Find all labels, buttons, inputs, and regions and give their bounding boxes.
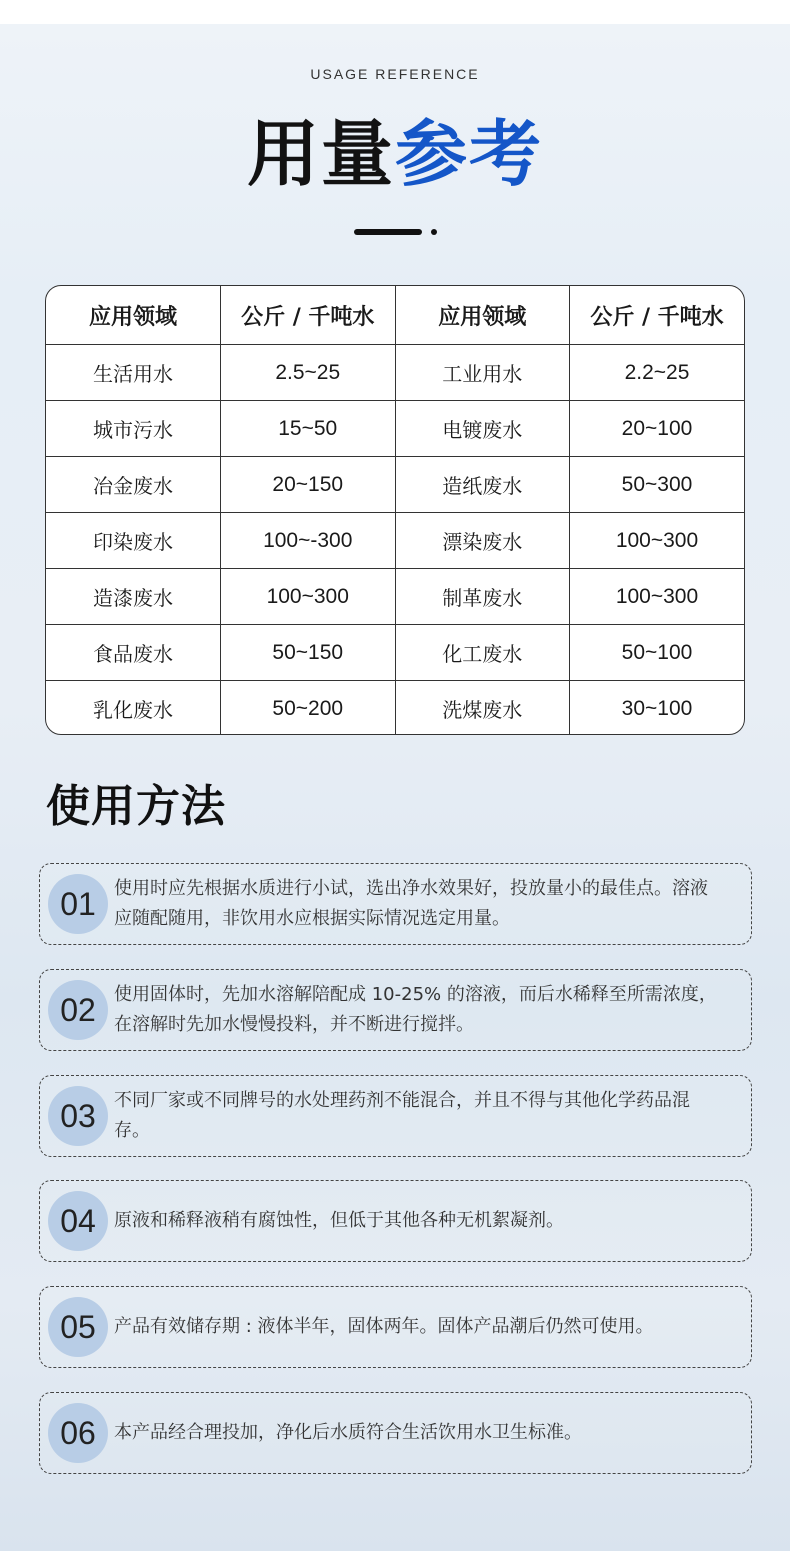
table-header-cell: 应用领域 — [46, 286, 221, 345]
step-number-badge: 03 — [48, 1086, 108, 1146]
table-cell-dosage: 50~150 — [221, 625, 396, 681]
usage-step-1 — [39, 863, 752, 945]
table-cell-field: 漂染废水 — [395, 513, 570, 569]
table-cell-field: 电镀废水 — [395, 401, 570, 457]
table-cell-dosage: 100~300 — [570, 513, 745, 569]
usage-step-3 — [39, 1075, 752, 1157]
table-cell-dosage: 100~300 — [221, 569, 396, 625]
step-number-badge: 04 — [48, 1191, 108, 1251]
title-underline — [354, 229, 422, 235]
table-cell-dosage: 30~100 — [621, 696, 693, 720]
table-row — [46, 681, 744, 736]
usage-step-6 — [39, 1392, 752, 1474]
table-cell-field: 造纸废水 — [395, 457, 570, 513]
table-cell-dosage: 100~300 — [570, 569, 745, 625]
table-row — [46, 345, 744, 401]
table-cell-dosage: 2.5~25 — [221, 345, 396, 401]
table-cell-dosage: 20~100 — [570, 401, 745, 457]
table-row — [46, 625, 744, 681]
table-cell-field: 工业用水 — [395, 345, 570, 401]
page-title — [0, 110, 790, 198]
usage-step-5 — [39, 1286, 752, 1368]
table-header-cell: 应用领域 — [395, 286, 570, 345]
page-title-blue: 参考 — [395, 112, 544, 196]
step-number-badge: 02 — [48, 980, 108, 1040]
table-cell-dosage: 100~-300 — [221, 513, 396, 569]
usage-section-title: 使用方法 — [46, 781, 226, 832]
step-number-badge: 05 — [48, 1297, 108, 1357]
table-cell-field: 食品废水 — [46, 625, 221, 681]
table-cell-dosage: 20~150 — [221, 457, 396, 513]
usage-step-4 — [39, 1180, 752, 1262]
step-text: 不同厂家或不同牌号的水处理药剂不能混合，并且不得与其他化学药品混存。 — [114, 1090, 690, 1141]
title-underline-dot — [431, 229, 437, 235]
table-cell-field: 冶金废水 — [46, 457, 221, 513]
table-row — [46, 513, 744, 569]
step-text: 产品有效储存期 : 液体半年，固体两年。固体产品潮后仍然可使用。 — [114, 1316, 654, 1337]
table-cell-dosage: 50~300 — [570, 457, 745, 513]
table-cell-field: 洗煤废水 — [395, 681, 570, 736]
table-cell-dosage: 15~50 — [221, 401, 396, 457]
table-header-cell: 公斤 / 千吨水 — [221, 286, 396, 345]
table-row — [46, 401, 744, 457]
step-text: 原液和稀释液稍有腐蚀性，但低于其他各种无机絮凝剂。 — [114, 1210, 564, 1231]
top-band — [0, 0, 790, 24]
section-eyebrow: USAGE REFERENCE — [310, 66, 480, 82]
table-header-cell: 公斤 / 千吨水 — [570, 286, 745, 345]
step-text: 使用固体时，先加水溶解陪配成 10-25% 的溶液，而后水稀释至所需浓度，在溶解时先加水慢慢投料，并不断进行搅拌。 — [114, 984, 717, 1035]
table-cell-dosage: 2.2~25 — [570, 345, 745, 401]
step-text: 本产品经合理投加，净化后水质符合生活饮用水卫生标准。 — [114, 1422, 582, 1443]
table-cell-field: 乳化废水 — [46, 681, 221, 736]
table-cell-field: 化工废水 — [395, 625, 570, 681]
table-cell-field: 生活用水 — [46, 345, 221, 401]
table-cell-field: 印染废水 — [46, 513, 221, 569]
table-cell-field: 造漆废水 — [46, 569, 221, 625]
table-cell-dosage: 50~200 — [221, 681, 396, 736]
table-cell-field: 城市污水 — [46, 401, 221, 457]
page-title-dark: 用量 — [246, 112, 395, 196]
table-cell-field: 制革废水 — [395, 569, 570, 625]
step-number-badge: 01 — [48, 874, 108, 934]
dosage-table — [45, 285, 745, 735]
step-number-badge: 06 — [48, 1403, 108, 1463]
table-row — [46, 457, 744, 513]
dosage-table-grid — [46, 286, 744, 735]
table-header-row — [46, 286, 744, 345]
table-row — [46, 569, 744, 625]
usage-step-2 — [39, 969, 752, 1051]
table-cell-dosage: 50~100 — [570, 625, 745, 681]
step-text: 使用时应先根据水质进行小试，选出净水效果好，投放量小的最佳点。溶液应随配随用，非饮用水应根据实际情况选定用量。 — [114, 878, 708, 929]
